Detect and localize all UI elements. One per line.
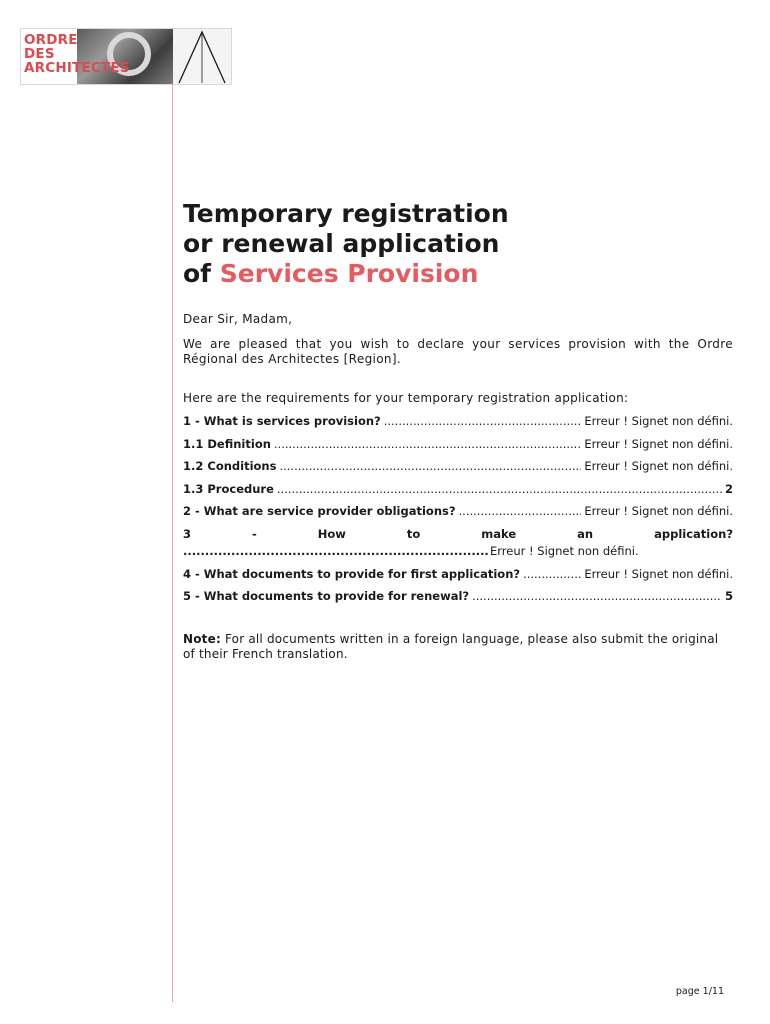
ordre-logo	[20, 28, 232, 85]
margin-rule	[172, 84, 173, 1002]
toc-entry[interactable]: 1 - What is services provision? ..... Erreur ! Signet non défini.	[183, 414, 733, 437]
requirements-intro: Here are the requirements for your temporary registration application:	[183, 391, 629, 405]
toc-entry[interactable]: 3 - How to make an application? ..... Erreur ! Signet non défini.	[183, 527, 733, 567]
page-title: Temporary registration or renewal application of Services Provision	[183, 199, 509, 288]
toc-entry[interactable]: 1.2 Conditions ..... Erreur ! Signet non défini.	[183, 459, 733, 482]
greeting: Dear Sir, Madam,	[183, 312, 293, 326]
logo-text: ORDRE DES ARCHITECTES	[24, 32, 130, 76]
title-accent: Services Provision	[219, 259, 479, 288]
note-paragraph: Note: For all documents written in a foreign language, please also submit the original of their French translation.	[183, 632, 719, 661]
toc-entry[interactable]: 5 - What documents to provide for renewal? ..... 5	[183, 589, 733, 612]
logo-a-mark	[173, 29, 231, 84]
toc-entry[interactable]: 4 - What documents to provide for first application? ..... Erreur ! Signet non défini.	[183, 567, 733, 590]
toc-entry[interactable]: 1.1 Definition ..... Erreur ! Signet non défini.	[183, 437, 733, 460]
table-of-contents	[183, 414, 733, 612]
intro-paragraph: We are pleased that you wish to declare your services provision with the Ordre Régional des Architectes [Region].	[183, 337, 733, 366]
page-number: page 1/11	[675, 986, 724, 997]
toc-entry[interactable]: 2 - What are service provider obligations? ..... Erreur ! Signet non défini.	[183, 504, 733, 527]
toc-entry[interactable]: 1.3 Procedure ..... 2	[183, 482, 733, 505]
